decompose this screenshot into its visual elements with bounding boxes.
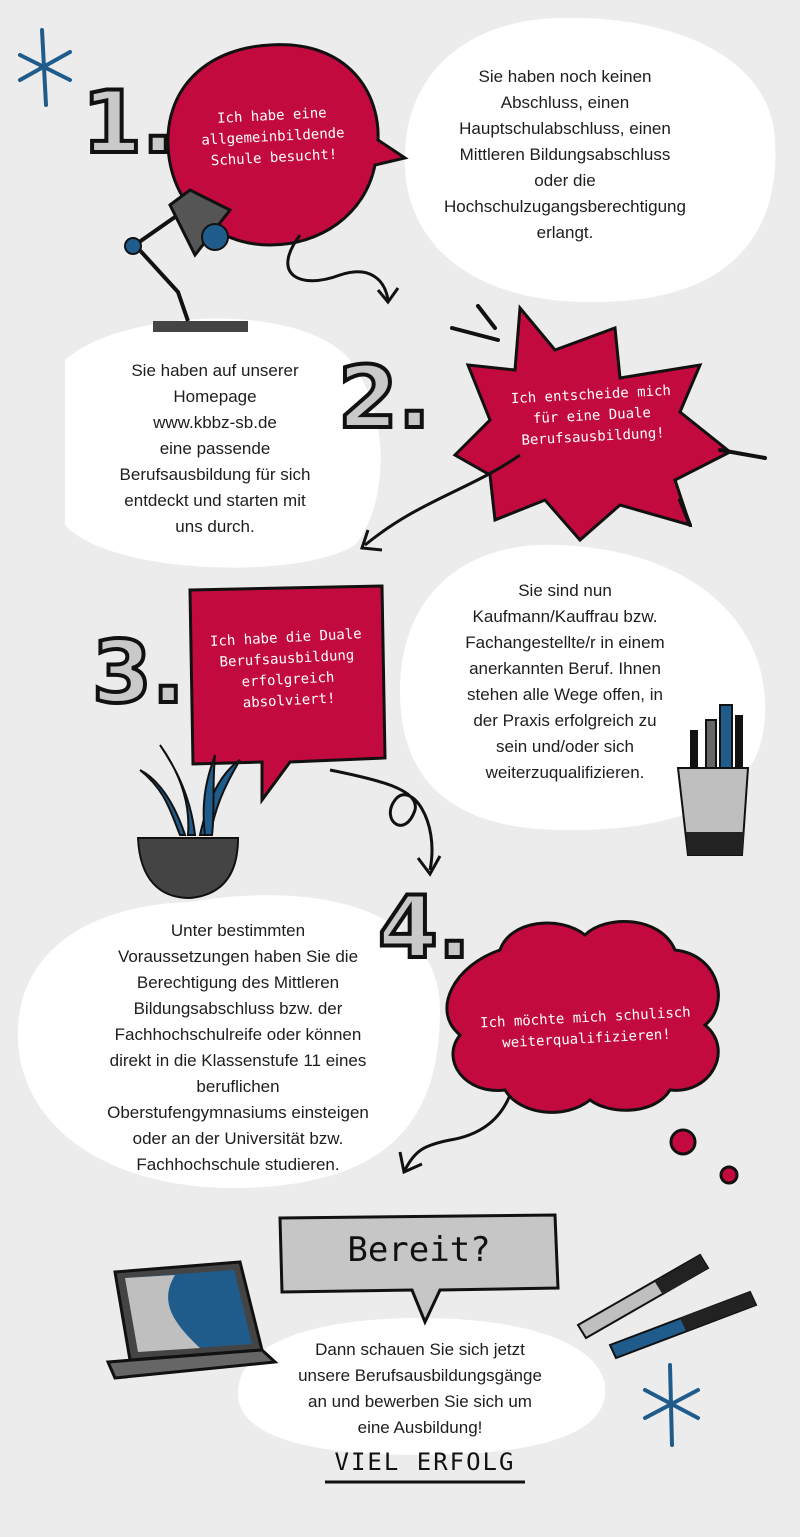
arrow-3 <box>330 770 432 870</box>
thought-dot-large <box>671 1130 695 1154</box>
arrow-1 <box>288 235 388 300</box>
step-2-number: 2. <box>338 348 431 448</box>
step-3-number: 3. <box>92 623 185 723</box>
sparkle-icon <box>20 30 70 105</box>
thought-dot-small <box>721 1167 737 1183</box>
step-2-bubble-text: Ich entscheide mich für eine Duale Berufsausbildung! <box>510 382 672 449</box>
closing-text: VIEL ERFOLG <box>334 1448 516 1476</box>
step-3-description: Sie sind nun Kaufmann/Kauffrau bzw. Fachangestellte/r in einem anerkannten Beruf. Ihnen stehen alle Wege offen, in der Praxis erfolgreich zu sein und/oder sich weiterzuqualifizieren. <box>465 581 665 782</box>
plant-icon <box>138 745 240 898</box>
step-2-description: Sie haben auf unserer Homepage www.kbbz-sb.de eine passende Berufsausbildung für sich entdeckt und starten mit uns durch. <box>119 361 311 536</box>
step-1-number: 1. <box>82 73 175 173</box>
step-3-bubble-text: Ich habe die Duale Berufsausbildung erfolgreich absolviert! <box>209 626 362 712</box>
final-description: Dann schauen Sie sich jetzt unsere Berufsausbildungsgänge an und bewerben Sie sich um eine Ausbildung! <box>298 1340 542 1437</box>
final-heading: Bereit? <box>347 1230 491 1270</box>
step-4-description: Unter bestimmten Voraussetzungen haben Sie die Berechtigung des Mittleren Bildungsabschluss bzw. der Fachhochschulreife oder können direkt in die Klassenstufe 11 eines beruflichen Oberstufengymnasiums einsteigen oder an der Universität bzw. Fachhochschule studieren. <box>107 921 369 1174</box>
step-1-bubble-text: Ich habe eine allgemeinbildende Schule besucht! <box>200 105 345 170</box>
step-4-bubble-text: Ich möchte mich schulisch weiterqualifizieren! <box>479 1004 692 1052</box>
step-4-number: 4. <box>378 878 471 978</box>
step-1-description: Sie haben noch keinen Abschluss, einen Hauptschulabschluss, einen Mittleren Bildungsabschluss oder die Hochschulzugangsberechtigung erlangt. <box>444 67 686 242</box>
arrow-4 <box>405 1095 510 1170</box>
desk-lamp-icon <box>125 190 248 332</box>
pens-icon <box>578 1255 756 1358</box>
sparkle-icon <box>645 1365 698 1445</box>
